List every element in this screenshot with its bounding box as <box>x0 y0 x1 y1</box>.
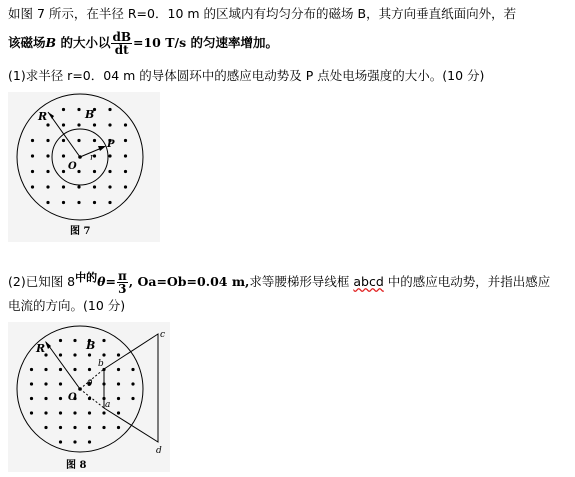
field-dot <box>73 339 76 342</box>
question-2-line-2: 电流的方向。(10 分) <box>8 298 126 313</box>
field-dot <box>93 201 96 204</box>
field-dot <box>31 185 34 188</box>
field-dot <box>93 139 96 142</box>
figure-7 <box>8 92 160 242</box>
field-dot <box>59 368 62 371</box>
label-R: R <box>36 342 46 355</box>
rate-numerator: dB <box>112 30 131 44</box>
field-dot <box>59 411 62 414</box>
field-dot <box>93 170 96 173</box>
field-dot <box>88 440 91 443</box>
field-dot <box>88 426 91 429</box>
field-dot <box>46 201 49 204</box>
q2-pi-fraction <box>117 270 128 295</box>
field-dot <box>77 201 80 204</box>
field-dot <box>73 426 76 429</box>
field-dot <box>44 426 47 429</box>
field-dot <box>59 426 62 429</box>
q2-prefix: (2)已知图 8 <box>8 274 76 290</box>
field-dot <box>62 170 65 173</box>
field-dot <box>44 368 47 371</box>
field-dot <box>117 382 120 385</box>
figure-7-caption: 图 7 <box>70 226 91 237</box>
figure-8-caption: 图 8 <box>66 460 87 471</box>
field-dot <box>30 382 33 385</box>
field-dot <box>124 154 127 157</box>
rate-fraction <box>111 31 132 56</box>
field-dot <box>124 170 127 173</box>
field-dot <box>59 382 62 385</box>
field-dot <box>44 411 47 414</box>
field-dot <box>62 139 65 142</box>
label-O: O <box>68 392 77 403</box>
radius-R-line <box>46 342 80 389</box>
field-dot <box>62 185 65 188</box>
field-dot <box>30 397 33 400</box>
field-dot <box>30 368 33 371</box>
field-dot <box>62 201 65 204</box>
field-dot <box>124 123 127 126</box>
center-point <box>78 387 82 391</box>
label-c: c <box>160 330 166 340</box>
field-dot <box>88 368 91 371</box>
field-dot <box>46 185 49 188</box>
field-dot <box>77 139 80 142</box>
field-dot <box>46 123 49 126</box>
field-dot <box>46 154 49 157</box>
rate-denominator: dt <box>114 43 129 57</box>
field-dot <box>117 368 120 371</box>
field-dot <box>73 440 76 443</box>
field-dot <box>62 123 65 126</box>
field-dots <box>30 339 135 444</box>
field-dot <box>102 339 105 342</box>
label-theta: θ <box>87 379 93 389</box>
field-dot <box>108 154 111 157</box>
field-dot <box>102 411 105 414</box>
rate-line <box>8 28 278 58</box>
question-2-line-1 <box>8 262 551 297</box>
rate-b: B <box>45 35 57 50</box>
field-dot <box>77 185 80 188</box>
label-B: B <box>86 339 96 352</box>
field-dot <box>77 123 80 126</box>
field-dot <box>77 170 80 173</box>
field-dot <box>73 353 76 356</box>
field-dot <box>93 123 96 126</box>
field-dot <box>117 397 120 400</box>
field-dot <box>44 382 47 385</box>
field-dot <box>59 339 62 342</box>
field-dot <box>124 185 127 188</box>
rate-suffix: =10 T/s 的匀速率增加。 <box>133 35 278 50</box>
question-1: (1)求半径 r=0．04 m 的导体圆环中的感应电动势及 P 点处电场强度的大小。(10 分) <box>8 68 485 83</box>
label-d: d <box>156 446 162 456</box>
field-dot <box>108 185 111 188</box>
field-dot <box>117 426 120 429</box>
q2-three: 3 <box>118 282 127 297</box>
label-R: R <box>38 110 48 123</box>
q2-mid-b: , Oa=Ob=0.04 m, <box>128 274 250 290</box>
field-dot <box>62 154 65 157</box>
field-dot <box>108 108 111 111</box>
field-dot <box>31 139 34 142</box>
center-point <box>78 155 82 159</box>
q2-suffix-b: 中的感应电动势，并指出感应 <box>383 274 551 290</box>
figure-8-diagram <box>8 322 170 472</box>
field-dot <box>59 353 62 356</box>
radius-r-arrow <box>98 146 106 151</box>
q2-mid-a: 中的 <box>75 271 98 284</box>
field-dot <box>131 397 134 400</box>
label-r: r <box>90 153 95 163</box>
label-P: P <box>107 139 115 150</box>
field-dot <box>73 411 76 414</box>
field-dot <box>102 426 105 429</box>
field-dot <box>88 411 91 414</box>
rate-mid: 的大小以 <box>56 35 111 50</box>
field-dot <box>93 185 96 188</box>
field-dot <box>131 382 134 385</box>
label-a: a <box>105 400 111 410</box>
q2-theta: θ= <box>97 274 116 290</box>
field-dot <box>124 139 127 142</box>
field-dot <box>108 201 111 204</box>
field-dot <box>31 170 34 173</box>
field-dot <box>77 108 80 111</box>
field-dot <box>46 170 49 173</box>
radius-oa-line <box>80 389 104 408</box>
field-dot <box>44 397 47 400</box>
figure-8 <box>8 322 170 472</box>
field-dot <box>73 368 76 371</box>
field-dot <box>59 397 62 400</box>
q2-abcd: abcd <box>353 274 384 290</box>
label-B: B <box>85 108 95 121</box>
q2-pi: π <box>117 269 127 284</box>
intro-line: 如图 7 所示，在半径 R=0．10 m 的区域内有均匀分布的磁场 B，其方向垂直纸面向外，若 <box>8 6 517 21</box>
field-dot <box>88 353 91 356</box>
q2-suffix-a: 求等腰梯形导线框 <box>249 274 354 290</box>
field-dot <box>31 154 34 157</box>
field-dot <box>117 411 120 414</box>
radius-R-arrow <box>48 112 54 119</box>
label-O: O <box>68 161 77 172</box>
field-dot <box>59 440 62 443</box>
field-dot <box>131 368 134 371</box>
rate-prefix: 该磁场 <box>8 35 46 50</box>
field-dot <box>117 353 120 356</box>
field-dot <box>108 123 111 126</box>
field-dot <box>108 170 111 173</box>
field-dot <box>102 353 105 356</box>
field-dot <box>46 139 49 142</box>
figure-7-diagram <box>8 92 160 242</box>
field-dot <box>62 108 65 111</box>
field-dot <box>30 411 33 414</box>
label-b: b <box>98 359 104 369</box>
